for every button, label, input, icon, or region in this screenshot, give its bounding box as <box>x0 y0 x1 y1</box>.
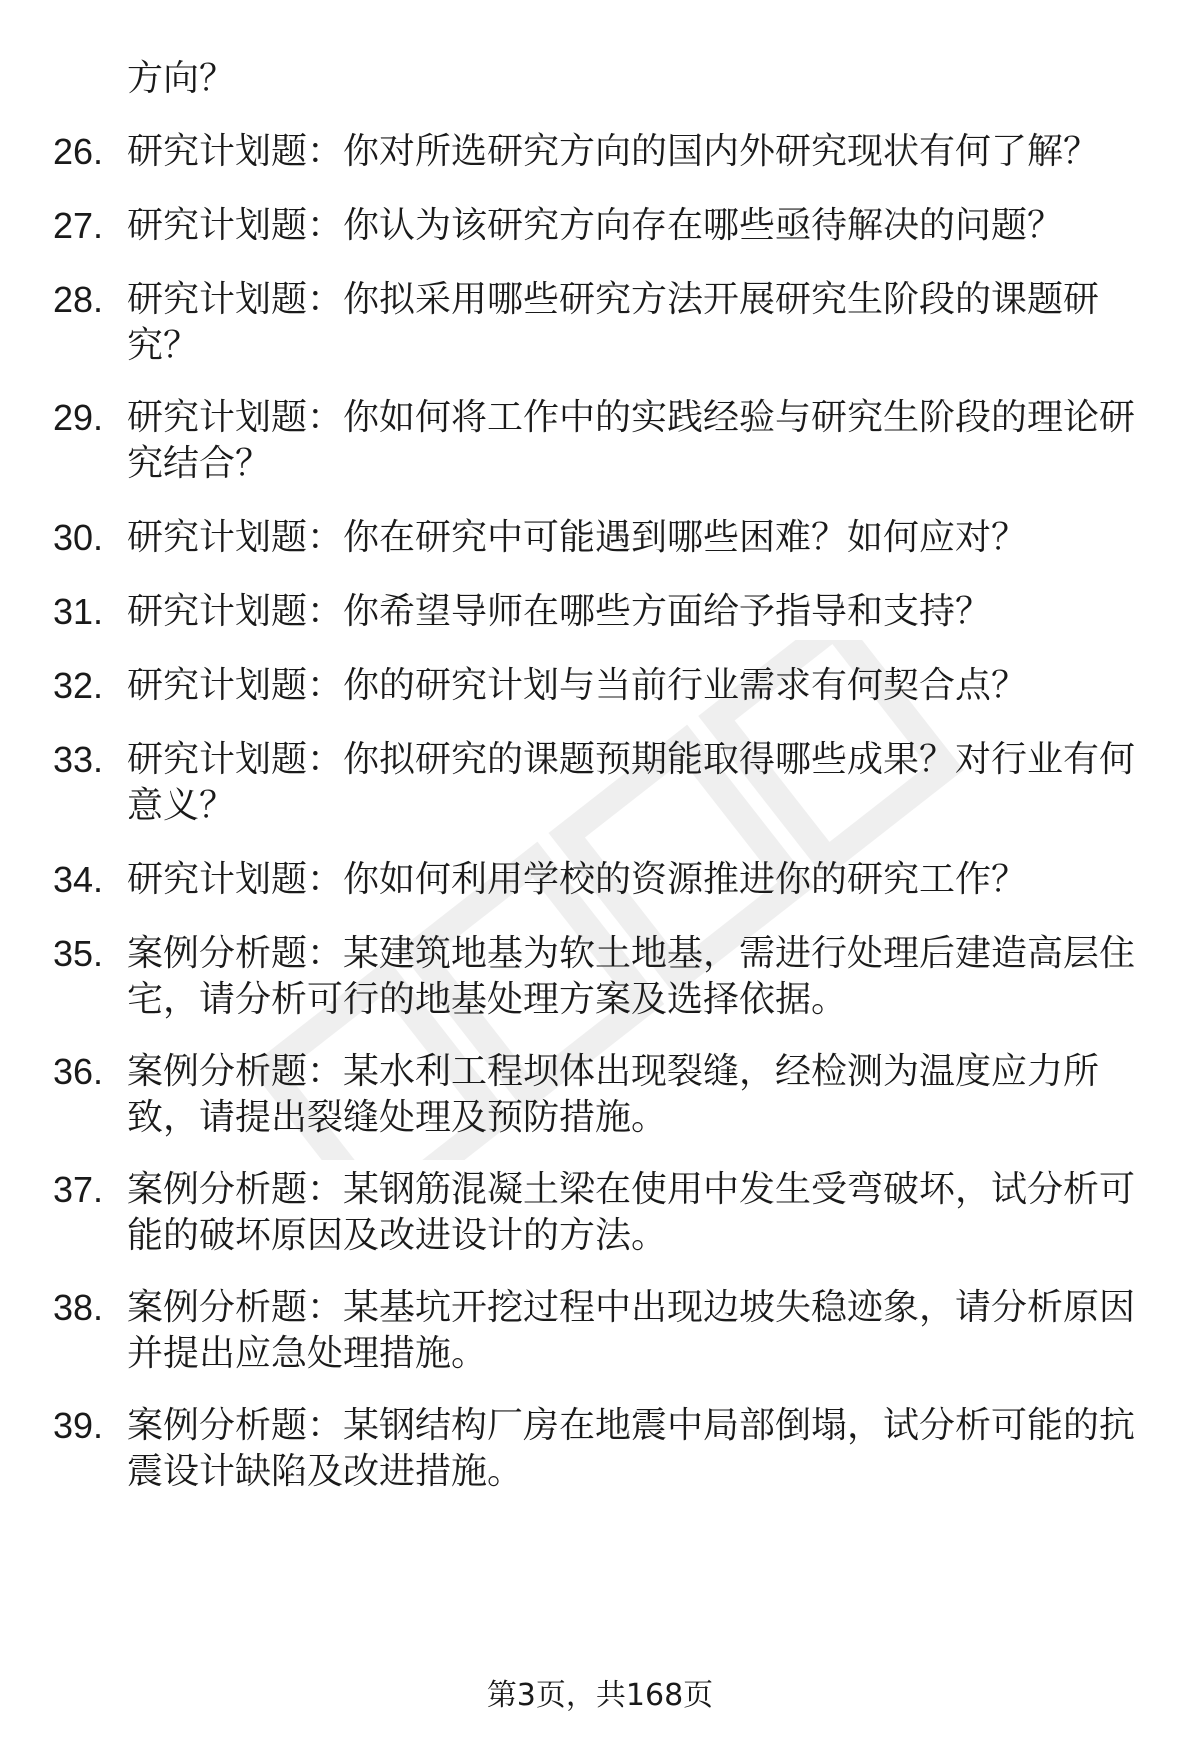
item-text-line1: 案例分析题：某基坑开挖过程中出现边坡失稳迹象，请分析原因 <box>127 1287 1136 1328</box>
item-text-line2: 宅，请分析可行的地基处理方案及选择依据。 <box>127 979 848 1020</box>
item-number: 33. <box>53 739 104 780</box>
item-text-line1: 研究计划题：你认为该研究方向存在哪些亟待解决的问题？ <box>127 205 1064 246</box>
item-text-line2: 致，请提出裂缝处理及预防措施。 <box>127 1097 668 1138</box>
item-number: 39. <box>53 1405 104 1446</box>
item-number: 27. <box>53 205 104 246</box>
page-footer: 第3页，共168页 <box>486 1678 714 1713</box>
item-text-line1: 研究计划题：你在研究中可能遇到哪些困难？如何应对？ <box>127 517 1028 558</box>
item-number: 36. <box>53 1051 104 1092</box>
item-text-line1: 案例分析题：某建筑地基为软土地基，需进行处理后建造高层住 <box>127 933 1136 974</box>
item-text-line2: 究？ <box>127 325 200 366</box>
item-text-line1: 案例分析题：某钢筋混凝土梁在使用中发生受弯破坏，试分析可 <box>127 1169 1136 1210</box>
item-number: 35. <box>53 933 104 974</box>
item-text-line2: 震设计缺陷及改进措施。 <box>127 1451 524 1492</box>
item-text-line1: 研究计划题：你希望导师在哪些方面给予指导和支持？ <box>127 591 992 632</box>
item-number: 37. <box>53 1169 104 1210</box>
item-text-line2: 并提出应急处理措施。 <box>127 1333 488 1374</box>
item-number: 31. <box>53 591 104 632</box>
item-text-line1: 研究计划题：你的研究计划与当前行业需求有何契合点？ <box>127 665 1028 706</box>
item-text-line1: 研究计划题：你拟研究的课题预期能取得哪些成果？对行业有何 <box>127 739 1136 780</box>
item-text-line2: 究结合？ <box>127 443 272 484</box>
item-number: 38. <box>53 1287 104 1328</box>
item-text-line1: 案例分析题：某钢结构厂房在地震中局部倒塌，试分析可能的抗 <box>127 1405 1136 1446</box>
item-text-line2: 能的破坏原因及改进设计的方法。 <box>127 1215 668 1256</box>
item-number: 32. <box>53 665 104 706</box>
item-text-line1: 研究计划题：你如何利用学校的资源推进你的研究工作？ <box>127 859 1028 900</box>
item-text-line2: 意义？ <box>127 785 236 826</box>
item-text-line1: 研究计划题：你对所选研究方向的国内外研究现状有何了解？ <box>127 131 1100 172</box>
item-text-line1: 研究计划题：你如何将工作中的实践经验与研究生阶段的理论研 <box>127 397 1136 438</box>
item-number: 34. <box>53 859 104 900</box>
item-text-line1: 案例分析题：某水利工程坝体出现裂缝，经检测为温度应力所 <box>127 1051 1100 1092</box>
item-number: 29. <box>53 397 104 438</box>
item-number: 28. <box>53 279 104 320</box>
item-number: 26. <box>53 131 104 172</box>
continued-text: 方向？ <box>127 58 236 99</box>
item-number: 30. <box>53 517 104 558</box>
item-text-line1: 研究计划题：你拟采用哪些研究方法开展研究生阶段的课题研 <box>127 279 1100 320</box>
